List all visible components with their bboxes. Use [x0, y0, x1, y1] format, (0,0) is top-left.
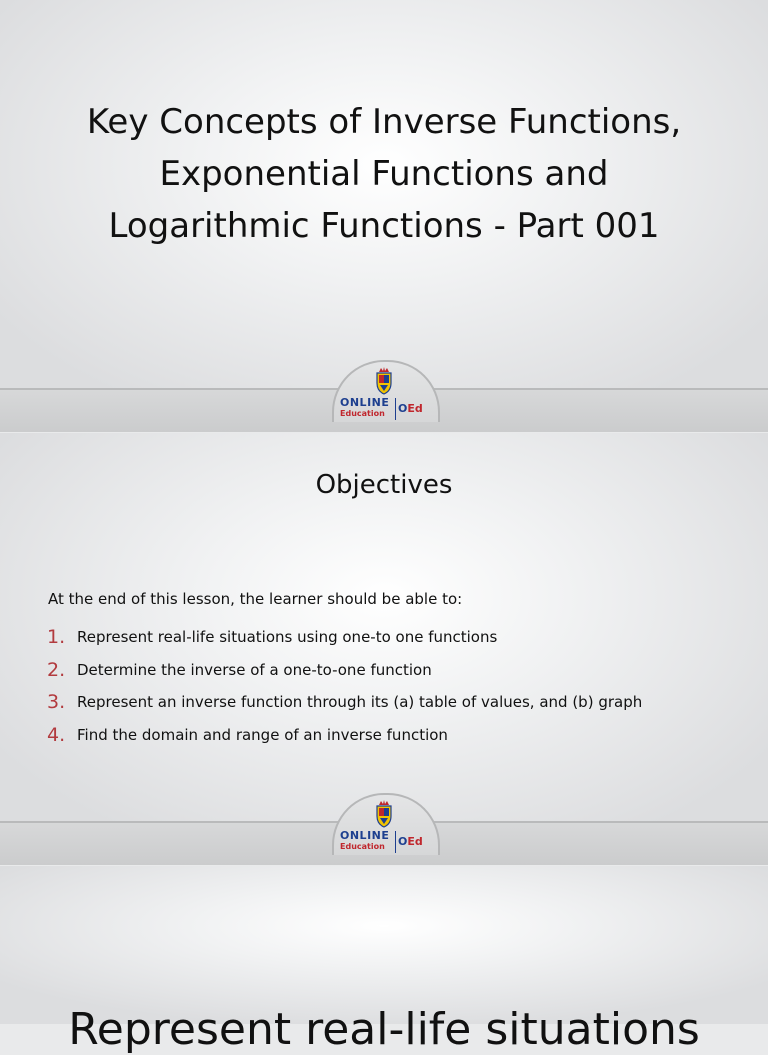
online-education-logo: [337, 367, 433, 425]
logo-oed-mark: OEd: [398, 835, 423, 848]
slide-title: Represent real-life situations: [68, 1004, 700, 1055]
item-number: 4.: [47, 723, 66, 746]
title-line: Exponential Functions and: [159, 154, 609, 194]
list-item: [47, 686, 642, 719]
item-text: Represent an inverse function through its (a) table of values, and (b) graph: [77, 693, 643, 712]
logo-oed-mark: OEd: [398, 402, 423, 415]
list-item: [47, 719, 642, 752]
objectives-slide: [0, 433, 768, 865]
objectives-intro: At the end of this lesson, the learner should be able to:: [48, 590, 463, 608]
title-slide: [0, 0, 768, 432]
logo-online-text: ONLINE: [340, 829, 390, 842]
item-text: Represent real-life situations using one-to one functions: [77, 628, 498, 647]
online-education-logo: [337, 800, 433, 858]
section-slide: [0, 866, 768, 1055]
title-line: Key Concepts of Inverse Functions,: [86, 102, 682, 142]
item-number: 2.: [47, 658, 66, 681]
logo-divider: [395, 398, 396, 420]
logo-education-text: Education: [340, 409, 385, 418]
title-line: Logarithmic Functions - Part 001: [108, 206, 660, 246]
list-item: [47, 621, 642, 654]
item-number: 1.: [47, 626, 66, 649]
item-text: Determine the inverse of a one-to-one function: [77, 660, 432, 679]
slide-title: [0, 96, 768, 252]
item-number: 3.: [47, 691, 66, 714]
item-text: Find the domain and range of an inverse function: [77, 725, 448, 744]
list-item: [47, 654, 642, 687]
crest-icon: [374, 800, 394, 828]
slide-heading: Objectives: [315, 470, 453, 500]
logo-divider: [395, 831, 396, 853]
objectives-list: [47, 621, 642, 751]
logo-online-text: ONLINE: [340, 396, 390, 409]
crest-icon: [374, 367, 394, 395]
logo-education-text: Education: [340, 842, 385, 851]
